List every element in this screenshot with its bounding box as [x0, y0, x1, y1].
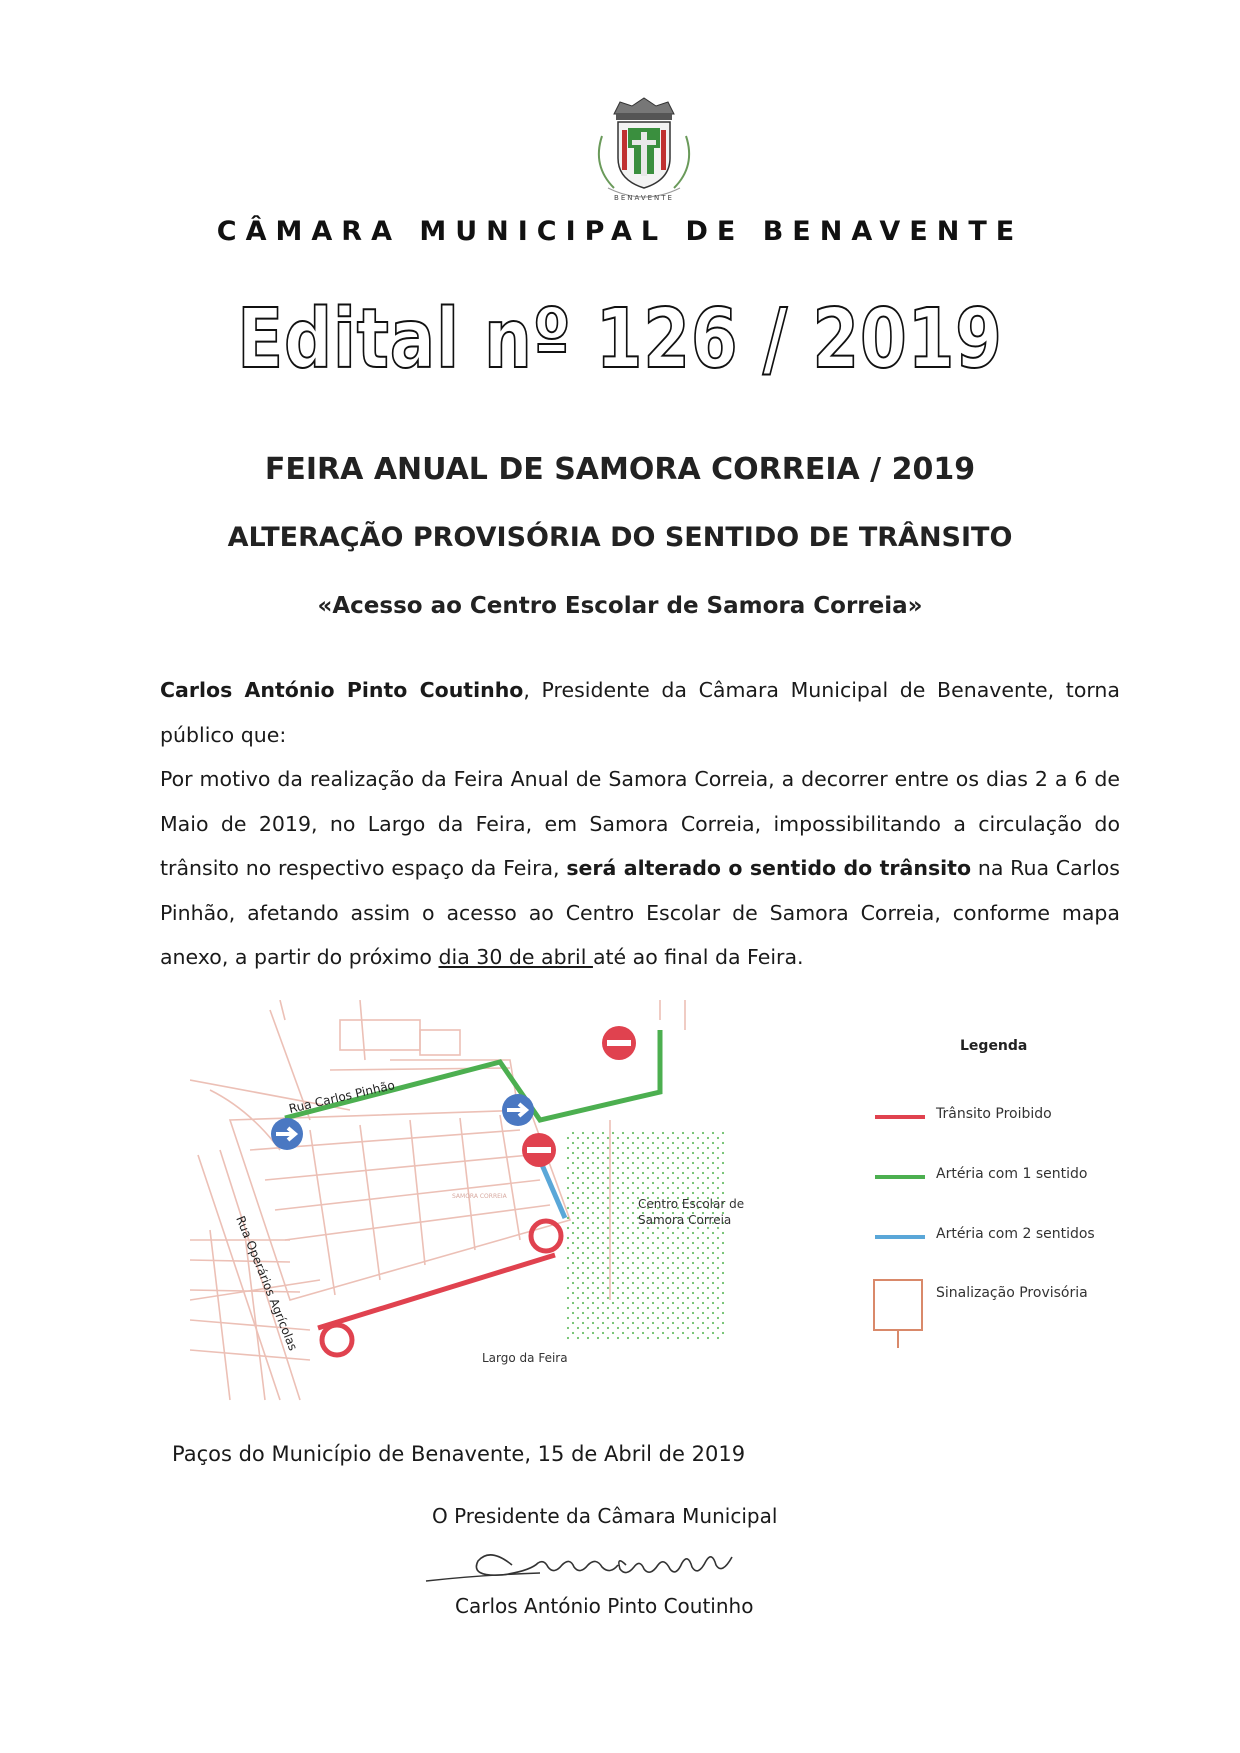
school-label-line1: Centro Escolar de [638, 1197, 745, 1211]
largo-label: Largo da Feira [482, 1351, 568, 1365]
school-label-line2: Samora Correia [638, 1213, 732, 1227]
paragraph-bold: será alterado o sentido do trânsito [566, 856, 972, 880]
street-label-operarios: Rua Operários Agrícolas [233, 1213, 301, 1353]
paragraph-end: até ao final da Feira. [592, 945, 804, 969]
paragraph-mid: na Rua Carlos Pinhão, afetando assim o acesso ao Centro Escolar de Samora Correia, conforme mapa anexo, a partir do próximo [160, 856, 1120, 969]
legend-green-line [875, 1175, 925, 1179]
legend-label-provisional: Sinalização Provisória [936, 1285, 1088, 1301]
traffic-map [190, 1000, 780, 1410]
access-title: «Acesso ao Centro Escolar de Samora Correia» [317, 593, 923, 619]
date-underlined: dia 30 de abril [438, 945, 593, 969]
no-entry-sign-icon [602, 1026, 636, 1060]
handwritten-signature [420, 1535, 750, 1595]
faint-map-label: SAMORA CORREIA [452, 1193, 507, 1200]
street-label-carlos-pinhao: Rua Carlos Pinhão [287, 1077, 397, 1116]
municipality-name: CÂMARA MUNICIPAL DE BENAVENTE [216, 216, 1024, 247]
event-title: FEIRA ANUAL DE SAMORA CORREIA / 2019 [264, 452, 976, 487]
edital-number: Edital nº 126 / 2019 [237, 292, 1003, 387]
forbidden-marker-icon [322, 1325, 352, 1355]
direction-arrow-sign-icon [502, 1094, 534, 1126]
legend-label-two-way: Artéria com 2 sentidos [936, 1226, 1095, 1242]
municipal-crest-icon [584, 96, 704, 206]
president-name: Carlos António Pinto Coutinho [160, 678, 524, 702]
legend-title: Legenda [960, 1038, 1028, 1054]
legend-label-forbidden: Trânsito Proibido [936, 1106, 1052, 1122]
school-grounds [565, 1130, 725, 1340]
intro-text: , Presidente da Câmara Municipal de Benavente, torna público que: [160, 678, 1120, 747]
provisional-sign-icon [872, 1278, 924, 1350]
legend-blue-line [875, 1235, 925, 1239]
notice-body [160, 668, 1120, 980]
paragraph-start: Por motivo da realização da Feira Anual de Samora Correia, a decorrer entre os dias 2 a 6 de Maio de 2019, no Largo da Feira, em Samora Correia, impossibilitando a circulação do trânsito no respectivo espaço da Feira, [160, 767, 1120, 880]
direction-arrow-sign-icon [271, 1118, 303, 1150]
signer-title: O Presidente da Câmara Municipal [432, 1504, 778, 1528]
legend-red-line [875, 1115, 925, 1119]
subject-title: ALTERAÇÃO PROVISÓRIA DO SENTIDO DE TRÂNSITO [227, 522, 1013, 553]
place-date: Paços do Município de Benavente, 15 de Abril de 2019 [172, 1442, 746, 1466]
forbidden-route [318, 1255, 555, 1328]
signer-name: Carlos António Pinto Coutinho [455, 1594, 754, 1618]
no-entry-sign-icon [522, 1133, 556, 1167]
svg-text:BENAVENTE: BENAVENTE [614, 194, 674, 202]
legend-label-one-way: Artéria com 1 sentido [936, 1166, 1088, 1182]
forbidden-marker-icon [531, 1221, 561, 1251]
